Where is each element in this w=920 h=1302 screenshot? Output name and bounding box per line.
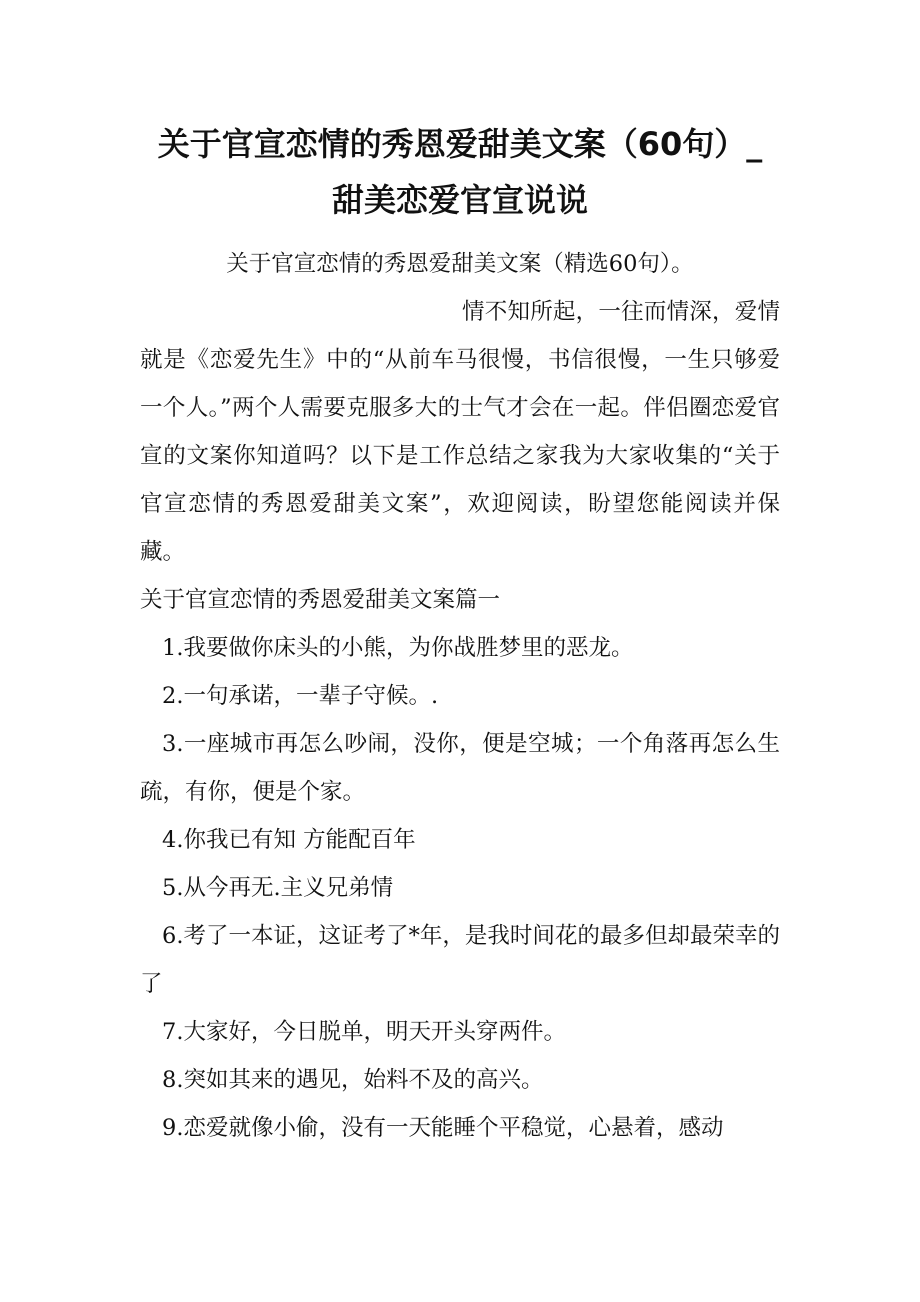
document-title-line-1: 关于官宣恋情的秀恩爱甜美文案（60句）_ bbox=[157, 125, 763, 163]
document-title-line-2: 甜美恋爱官宣说说 bbox=[331, 181, 588, 219]
quote-list bbox=[140, 624, 780, 1152]
list-item: 8.突如其来的遇见，始料不及的高兴。 bbox=[162, 1067, 544, 1093]
list-item: 1.我要做你床头的小熊，为你战胜梦里的恶龙。 bbox=[162, 635, 634, 661]
intro-paragraph: 情不知所起，一往而情深，爱情就是《恋爱先生》中的“从前车马很慢，书信很慢，一生只够爱一个人。”两个人需要克服多大的士气才会在一起。伴侣圈恋爱官宣的文案你知道吗？以下是工作总结之家我为大家收集的“关于官宣恋情的秀恩爱甜美文案”，欢迎阅读，盼望您能阅读并保藏。 bbox=[140, 299, 780, 565]
list-item: 6.考了一本证，这证考了*年，是我时间花的最多但却最荣幸的了 bbox=[140, 923, 780, 997]
list-item: 4.你我已有知 方能配百年 bbox=[162, 827, 416, 853]
list-item: 9.恋爱就像小偷，没有一天能睡个平稳觉，心悬着，感动 bbox=[162, 1115, 724, 1141]
document-subtitle: 关于官宣恋情的秀恩爱甜美文案（精选60句）。 bbox=[226, 251, 694, 277]
list-item: 2.一句承诺，一辈子守候。. bbox=[162, 683, 439, 709]
list-item: 3.一座城市再怎么吵闹，没你，便是空城；一个角落再怎么生疏，有你，便是个家。 bbox=[140, 731, 780, 805]
list-item: 5.从今再无.主义兄弟情 bbox=[162, 875, 394, 901]
list-item: 7.大家好，今日脱单，明天开头穿两件。 bbox=[162, 1019, 566, 1045]
section-heading: 关于官宣恋情的秀恩爱甜美文案篇一 bbox=[140, 587, 501, 613]
